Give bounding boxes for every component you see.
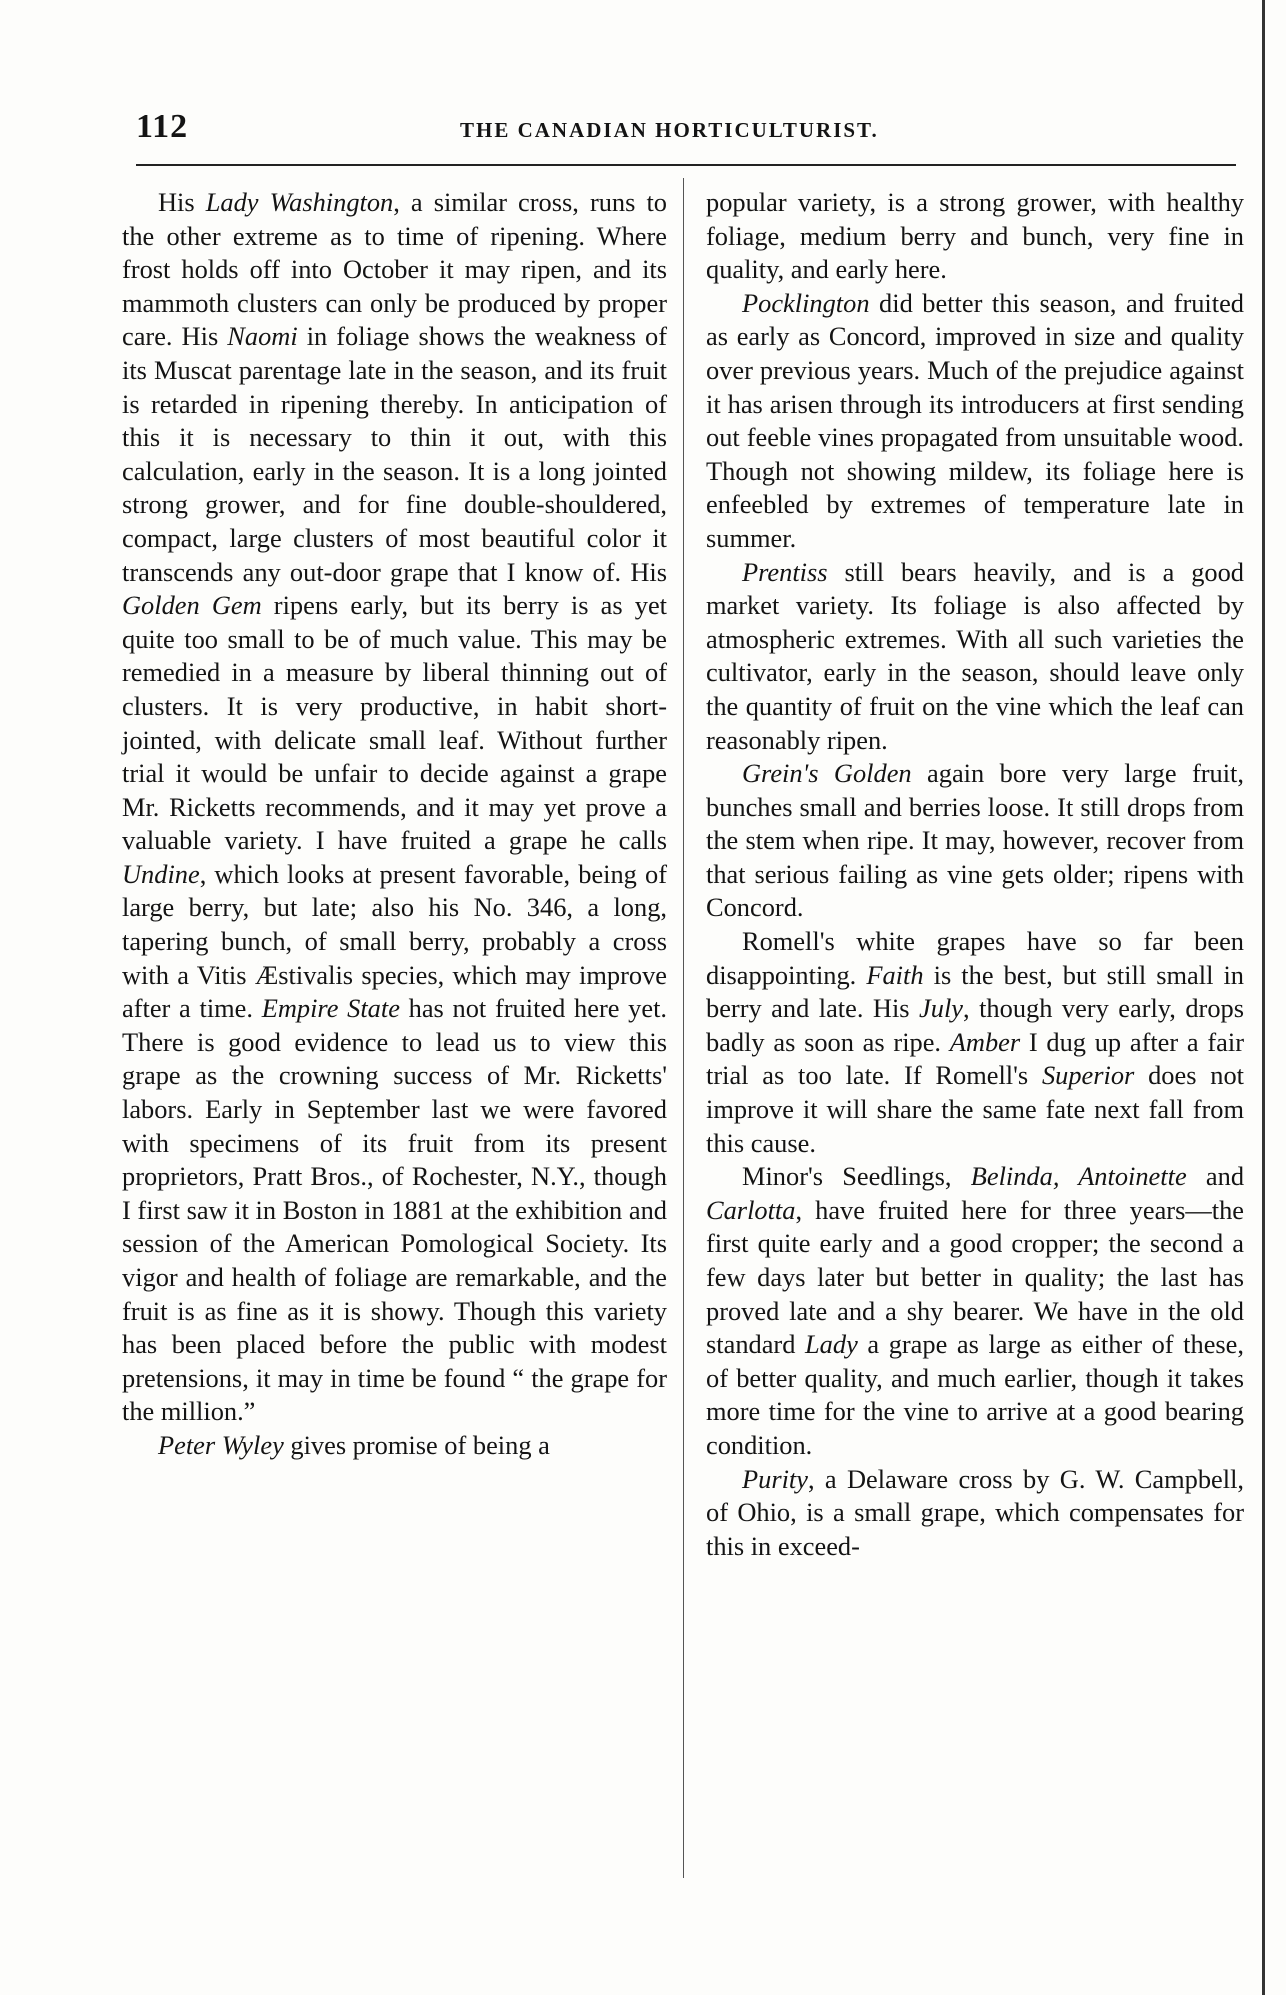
right-column: [706, 186, 1244, 1563]
paragraph-continuation: popular variety, is a strong grower, with healthy foliage, medium berry and bunch, very fine in quality, and early here.: [706, 187, 1244, 285]
variety-name: Carlotta: [706, 1194, 796, 1225]
variety-name: Prentiss: [742, 556, 828, 587]
paragraph-lady-washington: His Lady Washington, a similar cross, runs to the other extreme as to time of ripening. Where frost holds off into October it may ripen, and its mammoth clusters can only be produced by proper care. His Naomi in foliage shows the weakness of its Muscat parentage late in the season, and its fruit is retarded in ripening thereby. In anticipation of this it is necessary to thin it out, with this calculation, early in the season. It is a long jointed strong grower, and for fine double-shouldered, compact, large clusters of most beautiful color it transcends any out-door grape that I know of. His Golden Gem ripens early, but its berry is as yet quite too small to be of much value. This may be remedied in a measure by liberal thinning out of clusters. It is very productive, in habit short-jointed, with delicate small leaf. Without further trial it would be unfair to decide against a grape Mr. Ricketts recommends, and it may yet prove a valuable variety. I have fruited a grape he calls Undine, which looks at present favorable, being of large berry, but late; also his No. 346, a long, tapering bunch, of small berry, probably a cross with a Vitis Æstivalis species, which may improve after a time. Empire State has not fruited here yet. There is good evidence to lead us to view this grape as the crowning success of Mr. Ricketts' labors. Early in September last we were favored with specimens of its fruit from its present proprietors, Pratt Bros., of Rochester, N.Y., though I first saw it in Boston in 1881 at the exhibition and session of the American Pomological Society. Its vigor and health of foliage are remarkable, and the fruit is as fine as it is showy. Though this variety has been placed before the public with modest pretensions, it may in time be found “ the grape for the million.”: [122, 187, 668, 1427]
variety-name: Grein's Golden: [742, 758, 912, 789]
variety-name: Lady Washington: [205, 187, 394, 217]
paragraph-purity: Purity, a Delaware cross by G. W. Campbell, of Ohio, is a small grape, which compensates for this in exceed-: [706, 1463, 1244, 1561]
variety-name: Faith: [866, 959, 924, 990]
column-divider: [683, 178, 684, 1878]
variety-name: Lady: [805, 1329, 858, 1360]
variety-name: Amber: [949, 1026, 1021, 1057]
variety-name: Pocklington: [742, 287, 870, 318]
paragraph-pocklington: Pocklington did better this season, and fruited as early as Concord, improved in size and quality over previous years. Much of the prejudice against it has arisen through its introducers at first sending out feeble vines propagated from unsuitable wood. Though not showing mildew, its foliage here is enfeebled by extremes of temperature late in summer.: [706, 287, 1244, 553]
variety-name: Superior: [1041, 1060, 1135, 1091]
paragraph-prentiss: Prentiss still bears heavily, and is a good market variety. Its foliage is also affected by atmospheric extremes. With all such varieties the cultivator, early in the season, should leave only the quantity of fruit on the vine which the leaf can reasonably ripen.: [706, 556, 1244, 755]
page-edge: [1262, 0, 1265, 1995]
variety-name: Empire State: [261, 993, 400, 1024]
paragraph-romells-grapes: Romell's white grapes have so far been disappointing. Faith is the best, but still small in berry and late. His July, though very early, drops badly as soon as ripe. Amber I dug up after a fair trial as too late. If Romell's Superior does not improve it will share the same fate next fall from this cause.: [706, 926, 1245, 1158]
paragraph-minors-seedlings: Minor's Seedlings, Belinda, Antoinette and Carlotta, have fruited here for three years—the first quite early and a good cropper; the second a few days later but better in quality; the last has proved late and a shy bearer. We have in the old standard Lady a grape as large as either of these, of better quality, and much earlier, though it takes more time for the vine to arrive at a good bearing condition.: [706, 1161, 1245, 1460]
variety-name: Naomi: [227, 321, 298, 352]
variety-name: Golden Gem: [122, 590, 262, 621]
page-number: 112: [136, 108, 189, 145]
running-title: THE CANADIAN HORTICULTURIST.: [460, 118, 879, 142]
header-rule: [136, 164, 1236, 166]
variety-name: July: [919, 993, 964, 1024]
paragraph-greins-golden: Grein's Golden again bore very large fruit, bunches small and berries loose. It still drops from the stem when ripe. It may, however, recover from that serious failing as vine gets older; ripens with Concord.: [706, 758, 1244, 923]
variety-name: Peter Wyley: [158, 1429, 284, 1460]
variety-name: Purity: [742, 1463, 808, 1494]
left-column: [122, 186, 667, 1463]
variety-name: Belinda, Antoinette: [970, 1161, 1187, 1192]
variety-name: Undine: [122, 858, 200, 889]
paragraph-peter-wyley: Peter Wyley gives promise of being a: [158, 1429, 550, 1460]
